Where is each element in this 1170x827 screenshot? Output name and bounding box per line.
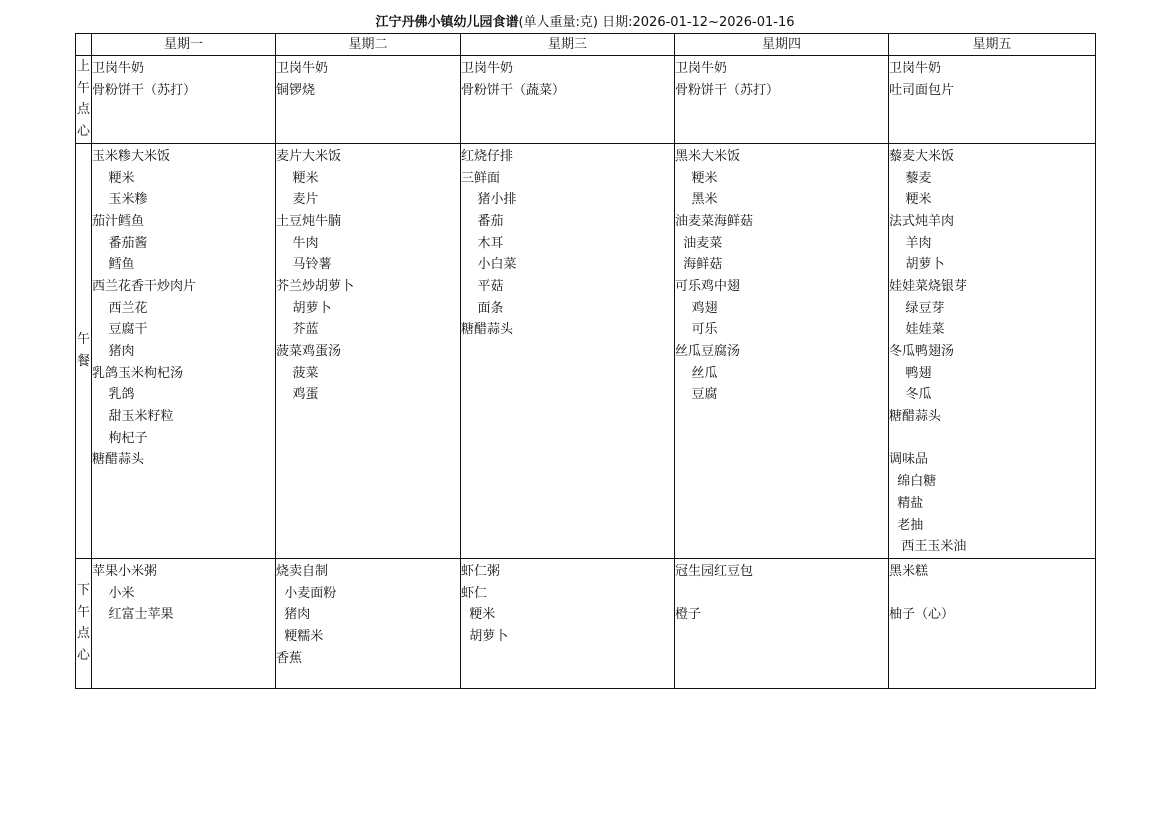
menu-item [889,583,1095,605]
menu-item: 红烧仔排 [461,148,514,164]
day-header-monday: 星期一 [92,34,276,56]
day-header-tuesday: 星期二 [276,34,461,56]
menu-item: 糖醋蒜头 [461,322,514,338]
menu-cell [889,558,1096,688]
menu-item: 猪小排 [461,192,517,208]
title-school-name: 江宁丹佛小镇幼儿园食谱 [375,15,519,30]
menu-item: 油麦菜 [675,235,723,251]
menu-cell [276,143,461,558]
menu-item: 菠菜鸡蛋汤 [276,344,342,359]
menu-item: 粳米 [675,170,718,186]
menu-item: 芥兰炒胡萝卜 [276,278,355,294]
day-header-thursday: 星期四 [675,34,889,56]
menu-item: 红富士苹果 [92,607,174,623]
menu-item: 枸杞子 [92,430,148,446]
menu-item: 乳鸽 [92,387,135,403]
menu-item: 粳米 [889,192,932,208]
menu-item: 乳鸽玉米枸杞汤 [92,365,184,381]
menu-item: 娃娃菜 [889,322,945,338]
menu-item: 羊肉 [889,235,932,251]
menu-cell [889,143,1096,558]
menu-item: 西兰花 [92,300,148,316]
menu-item: 精盐 [889,495,924,511]
menu-cell [92,56,276,144]
period-label-lunch: 午 餐 [76,143,92,558]
lunch-row [76,143,1096,558]
menu-item: 铜锣烧 [276,82,316,98]
menu-item: 丝瓜豆腐汤 [675,344,741,359]
menu-item: 牛肉 [276,235,319,251]
menu-cell [675,558,889,688]
day-header-friday: 星期五 [889,34,1096,56]
menu-item: 卫岗牛奶 [92,61,145,76]
menu-item [675,583,888,605]
menu-item: 橙子 [675,607,702,623]
menu-item: 马铃薯 [276,257,332,273]
menu-item: 鸭翅 [889,365,932,381]
menu-item: 柚子（心） [889,607,955,623]
menu-item: 虾仁粥 [461,563,501,579]
menu-item: 骨粉饼干（苏打） [92,82,197,98]
menu-item: 鳕鱼 [92,257,135,273]
menu-item: 藜麦大米饭 [889,148,955,164]
menu-item: 油麦菜海鲜菇 [675,213,754,229]
header-row [76,34,1096,56]
menu-item: 法式炖羊肉 [889,213,955,229]
period-label-afternoon-snack: 下 午 点 心 [76,558,92,688]
menu-item: 麦片 [276,192,319,208]
menu-item: 丝瓜 [675,365,718,381]
menu-item: 番茄酱 [92,235,148,251]
title-date-range: (单人重量:克) 日期:2026-01-12~2026-01-16 [518,15,795,30]
morning-snack-row [76,56,1096,144]
menu-item: 木耳 [461,235,504,251]
menu-item: 芥蓝 [276,322,319,338]
corner-cell [76,34,92,56]
menu-item: 苹果小米粥 [92,563,158,579]
menu-item: 猪肉 [92,344,135,359]
menu-item: 虾仁 [461,585,488,601]
menu-item: 骨粉饼干（苏打） [675,82,780,98]
menu-item: 黑米糕 [889,563,929,579]
menu-cell [92,143,276,558]
menu-cell [92,558,276,688]
menu-item: 面条 [461,300,504,316]
menu-item: 冠生园红豆包 [675,563,754,579]
menu-item: 茄汁鳕鱼 [92,213,145,229]
menu-item: 海鲜菇 [675,257,723,273]
menu-cell [461,558,675,688]
menu-item: 可乐鸡中翅 [675,278,741,294]
menu-cell [461,143,675,558]
menu-item: 冬瓜鸭翅汤 [889,344,955,359]
afternoon-snack-row [76,558,1096,688]
menu-item: 卫岗牛奶 [675,61,728,76]
menu-cell [889,56,1096,144]
menu-item: 粳米 [276,170,319,186]
menu-item: 香蕉 [276,650,303,666]
menu-item: 绵白糖 [889,474,937,490]
menu-item: 玉米糁大米饭 [92,148,171,164]
menu-item: 豆腐干 [92,322,148,338]
menu-item: 玉米糁 [92,192,148,208]
menu-item: 三鲜面 [461,170,501,186]
menu-item: 西兰花香干炒肉片 [92,278,197,294]
menu-item: 黑米 [675,192,718,208]
menu-item: 绿豆芽 [889,300,945,316]
menu-item: 冬瓜 [889,387,932,403]
menu-item: 黑米大米饭 [675,148,741,164]
menu-item: 骨粉饼干（蔬菜） [461,82,566,98]
menu-item: 胡萝卜 [461,628,509,644]
menu-item: 粳米 [461,607,496,623]
menu-item: 菠菜 [276,365,319,381]
menu-cell [276,558,461,688]
page-title [0,14,1170,31]
day-header-wednesday: 星期三 [461,34,675,56]
menu-item: 鸡蛋 [276,387,319,403]
menu-item: 豆腐 [675,387,718,403]
period-label-morning-snack: 上 午 点 心 [76,56,92,144]
menu-item: 胡萝卜 [276,300,332,316]
menu-item: 卫岗牛奶 [276,61,329,76]
menu-item: 卫岗牛奶 [889,61,942,76]
menu-cell [675,56,889,144]
menu-item: 西王玉米油 [889,539,967,555]
menu-item: 粳米 [92,170,135,186]
menu-cell [461,56,675,144]
menu-item: 鸡翅 [675,300,718,316]
menu-item: 小米 [92,585,135,601]
menu-item: 调味品 [889,452,929,468]
menu-item: 小麦面粉 [276,585,337,601]
menu-item: 平菇 [461,278,504,294]
menu-table [75,33,1096,689]
menu-cell [276,56,461,144]
menu-item: 猪肉 [276,607,311,623]
menu-item: 卫岗牛奶 [461,61,514,76]
menu-item: 可乐 [675,322,718,338]
menu-item [889,428,1095,450]
menu-item: 麦片大米饭 [276,148,342,164]
menu-item: 甜玉米籽粒 [92,409,174,425]
menu-item: 胡萝卜 [889,257,945,273]
menu-item: 粳糯米 [276,628,324,644]
menu-item: 烧卖自制 [276,563,329,579]
menu-item: 糖醋蒜头 [92,452,145,468]
menu-item: 老抽 [889,517,924,533]
menu-item: 小白菜 [461,257,517,273]
menu-cell [675,143,889,558]
menu-item: 土豆炖牛腩 [276,213,342,229]
menu-item: 番茄 [461,213,504,229]
menu-item: 吐司面包片 [889,82,955,98]
menu-item: 娃娃菜烧银芽 [889,278,968,294]
menu-item: 藜麦 [889,170,932,186]
menu-item: 糖醋蒜头 [889,409,942,425]
